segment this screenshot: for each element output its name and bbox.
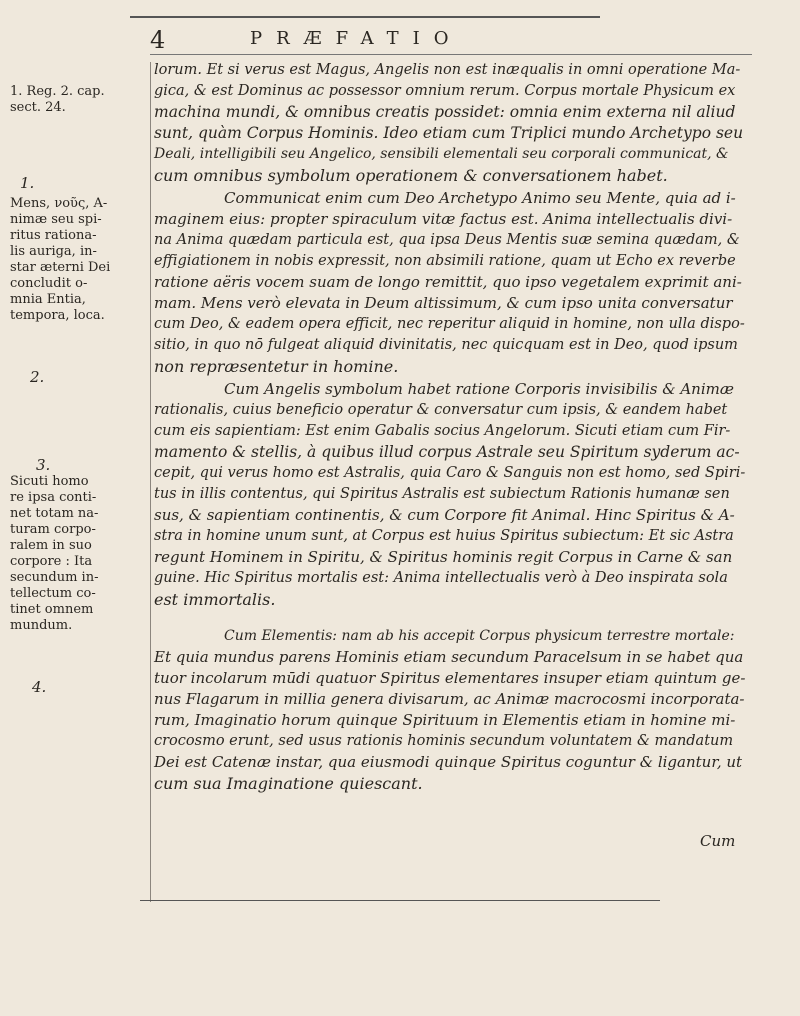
text-line: Et quia mundus parens Hominis etiam secundum Paracelsum in se habet qua — [154, 648, 744, 666]
paragraph — [154, 626, 746, 794]
margin-line: star æterni Dei — [10, 260, 111, 275]
margin-line: lis auriga, in- — [10, 244, 97, 259]
text-line: Communicat enim cum Deo Archetypo Animo seu Mente, quia ad i- — [224, 189, 736, 207]
paragraph — [154, 379, 746, 610]
margin-line: secundum in- — [10, 570, 99, 585]
text-line: cum omnibus symbolum operationem & conversationem habet. — [154, 166, 668, 185]
margin-line: turam corpo- — [10, 522, 96, 537]
margin-line: 2. — [30, 368, 45, 386]
text-line: stra in homine unum sunt, at Corpus est huius Spiritus subiectum: Et sic Astra — [154, 528, 734, 544]
text-line: effigiationem in nobis expressit, non absimili ratione, quam ut Echo ex reverbe — [154, 253, 736, 269]
margin-number-2 — [30, 368, 44, 386]
text-line: Cum Angelis symbolum habet ratione Corporis invisibilis & Animæ — [224, 380, 734, 398]
text-line: nus Flagarum in millia genera divisarum, ac Animæ macrocosmi incorporata- — [154, 690, 745, 708]
text-line: rum, Imaginatio horum quinque Spirituum in Elementis etiam in homine mi- — [154, 711, 736, 729]
text-line: est immortalis. — [154, 590, 276, 609]
running-title: PRÆFATIO — [250, 28, 463, 49]
margin-line: 3. — [36, 456, 51, 474]
margin-line: re ipsa conti- — [10, 490, 97, 505]
margin-note-mens — [10, 196, 110, 324]
text-line: cum Deo, & eadem opera efficit, nec reperitur aliquid in homine, non ulla dispo- — [154, 316, 745, 332]
text-line: regunt Hominem in Spiritu, & Spiritus hominis regit Corpus in Carne & san — [154, 548, 733, 566]
text-line: cepit, qui verus homo est Astralis, quia Caro & Sanguis non est homo, sed Spiri- — [154, 465, 746, 481]
text-line: sitio, in quo nō fulgeat aliquid divinitatis, nec quicquam est in Deo, quod ipsum — [154, 337, 738, 353]
margin-line: ralem in suo — [10, 538, 92, 553]
text-line: cum sua Imaginatione quiescant. — [154, 774, 423, 793]
margin-line: 4. — [32, 678, 47, 696]
text-line: gica, & est Dominus ac possessor omnium rerum. Corpus mortale Physicum ex — [154, 83, 736, 99]
margin-line: Mens, νοῦς, A- — [10, 196, 108, 211]
text-line: tus in illis contentus, qui Spiritus Astralis est subiectum Rationis humanæ sen — [154, 486, 730, 502]
text-line: guine. Hic Spiritus mortalis est: Anima intellectualis verò à Deo inspirata sola — [154, 570, 728, 586]
margin-divider — [150, 62, 151, 902]
margin-line: ritus rationa- — [10, 228, 97, 243]
margin-number-3 — [36, 456, 50, 474]
text-line: na Anima quædam particula est, qua ipsa Deus Mentis suæ semina quædam, & — [154, 232, 740, 248]
text-line: machina mundi, & omnibus creatis possidet: omnia enim externa nil aliud — [154, 103, 736, 121]
text-line: crocosmo erunt, sed usus rationis hominis secundum voluntatem & mandatum — [154, 733, 734, 749]
margin-line: net totam na- — [10, 506, 99, 521]
margin-line: corpore : Ita — [10, 554, 93, 569]
text-line: lorum. Et si verus est Magus, Angelis non est inæqualis in omni operatione Ma- — [154, 62, 741, 78]
text-line: non repræsentetur in homine. — [154, 357, 399, 376]
margin-number-1 — [20, 174, 34, 192]
margin-line: Sicuti homo — [10, 474, 89, 489]
bottom-rule — [140, 900, 660, 901]
header-rule — [150, 54, 752, 55]
paragraph — [154, 188, 746, 377]
margin-line: sect. 24. — [10, 100, 66, 115]
text-line: tuor incolarum mūdi quatuor Spiritus elementares insuper etiam quintum ge- — [154, 669, 746, 687]
margin-line: mundum. — [10, 618, 73, 633]
margin-line: mnia Entia, — [10, 292, 86, 307]
text-line: cum eis sapientiam: Est enim Gabalis socius Angelorum. Sicuti etiam cum Fir- — [154, 423, 731, 439]
text-line: Dei est Catenæ instar, qua eiusmodi quinque Spiritus coguntur & ligantur, ut — [154, 753, 743, 771]
text-line: maginem eius: propter spiraculum vitæ factus est. Anima intellectualis divi- — [154, 210, 733, 228]
text-line: Deali, intelligibili seu Angelico, sensibili elementali seu corporali communicat, & — [154, 146, 729, 162]
margin-line: tinet omnem — [10, 602, 94, 617]
top-rule — [130, 16, 600, 18]
text-line: sunt, quàm Corpus Hominis. Ideo etiam cum Triplici mundo Archetypo seu — [154, 124, 744, 142]
text-line: rationalis, cuius beneficio operatur & conversatur cum ipsis, & eandem habet — [154, 402, 728, 418]
paragraph — [154, 60, 746, 186]
margin-note-reference — [10, 84, 105, 116]
text-line: mam. Mens verò elevata in Deum altissimum, & cum ipso unita conversatur — [154, 294, 733, 312]
margin-number-4 — [32, 678, 46, 696]
text-line: Cum Elementis: nam ab his accepit Corpus physicum terrestre mortale: — [224, 628, 735, 644]
main-text — [154, 60, 746, 794]
margin-line: tellectum co- — [10, 586, 96, 601]
catchword: Cum — [700, 832, 736, 850]
page-header — [150, 26, 770, 56]
margin-line: 1. — [20, 174, 35, 192]
text-line: mamento & stellis, à quibus illud corpus Astrale seu Spiritum syderum ac- — [154, 443, 740, 461]
margin-line: tempora, loca. — [10, 308, 105, 323]
text-line: sus, & sapientiam continentis, & cum Corpore fit Animal. Hinc Spiritus & A- — [154, 506, 735, 524]
text-line: ratione aëris vocem suam de longo remittit, quo ipso vegetalem exprimit ani- — [154, 273, 742, 291]
margin-line: nimæ seu spi- — [10, 212, 102, 227]
margin-note-sicuti — [10, 474, 98, 634]
margin-line: 1. Reg. 2. cap. — [10, 84, 105, 99]
page-number: 4 — [150, 26, 166, 54]
margin-line: concludit o- — [10, 276, 88, 291]
